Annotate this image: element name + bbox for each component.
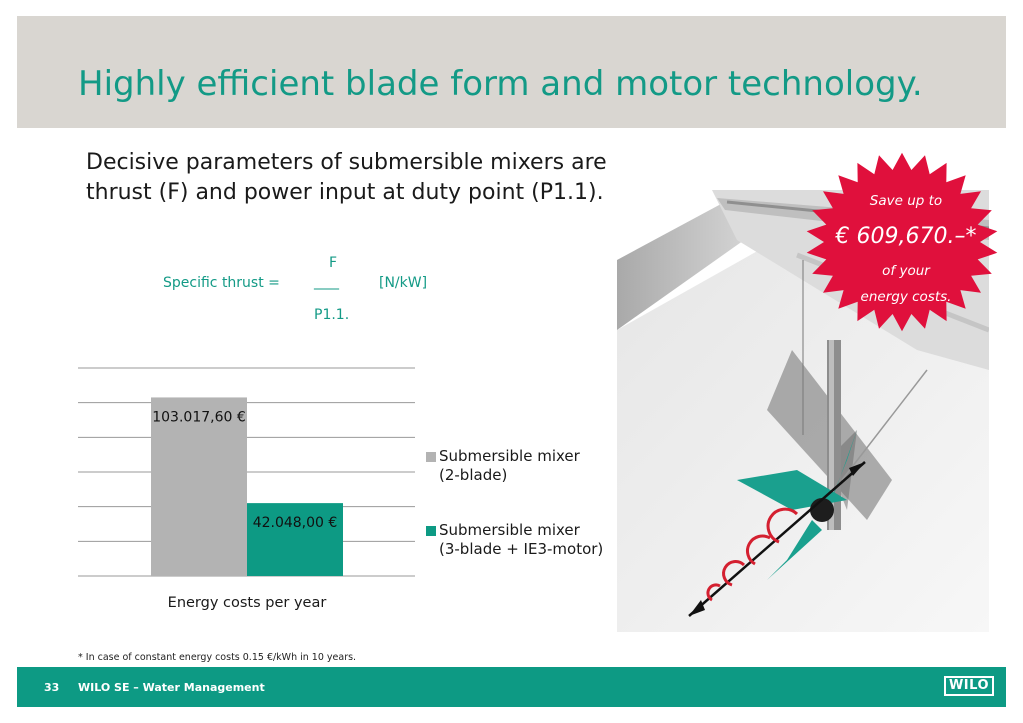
company-name: WILO SE – Water Management <box>78 681 265 694</box>
starburst-amount: € 609,670.–* <box>835 224 977 249</box>
starburst-line-4: energy costs. <box>860 289 952 305</box>
intro-line-1: Decisive parameters of submersible mixers are <box>86 150 607 175</box>
legend-item-2-blade <box>439 447 580 485</box>
legend-swatch-2-blade <box>426 452 436 462</box>
formula-fraction-bar: ____ <box>314 274 338 290</box>
data-label-series-2: 42.048,00 € <box>252 515 338 532</box>
bar-series-2 <box>247 503 343 576</box>
starburst-line-1: Save up to <box>869 193 943 209</box>
page-number: 33 <box>44 681 60 694</box>
legend-item-3-blade <box>439 521 603 559</box>
formula-denominator: P1.1. <box>314 307 350 323</box>
legend-label: (3-blade + IE3-motor) <box>439 540 604 558</box>
wilo-logo: WILO <box>944 676 994 696</box>
intro-line-2: thrust (F) and power input at duty point (P1.1). <box>86 180 604 205</box>
x-category-label: Energy costs per year <box>167 595 327 611</box>
footnote: * In case of constant energy costs 0.15 €/kWh in 10 years. <box>78 652 357 663</box>
formula-label: Specific thrust = <box>163 275 280 291</box>
data-label-series-1: 103.017,60 € <box>152 409 246 426</box>
legend-swatch-3-blade <box>426 526 436 536</box>
formula-unit: [N/kW] <box>379 275 428 291</box>
legend-label: Submersible mixer <box>439 521 580 539</box>
slide-title: Highly efficient blade form and motor technology. <box>78 64 923 104</box>
formula-numerator: F <box>329 255 338 271</box>
starburst-line-3: of your <box>882 263 930 279</box>
legend-label: Submersible mixer <box>439 447 580 465</box>
legend-label: (2-blade) <box>439 466 508 484</box>
